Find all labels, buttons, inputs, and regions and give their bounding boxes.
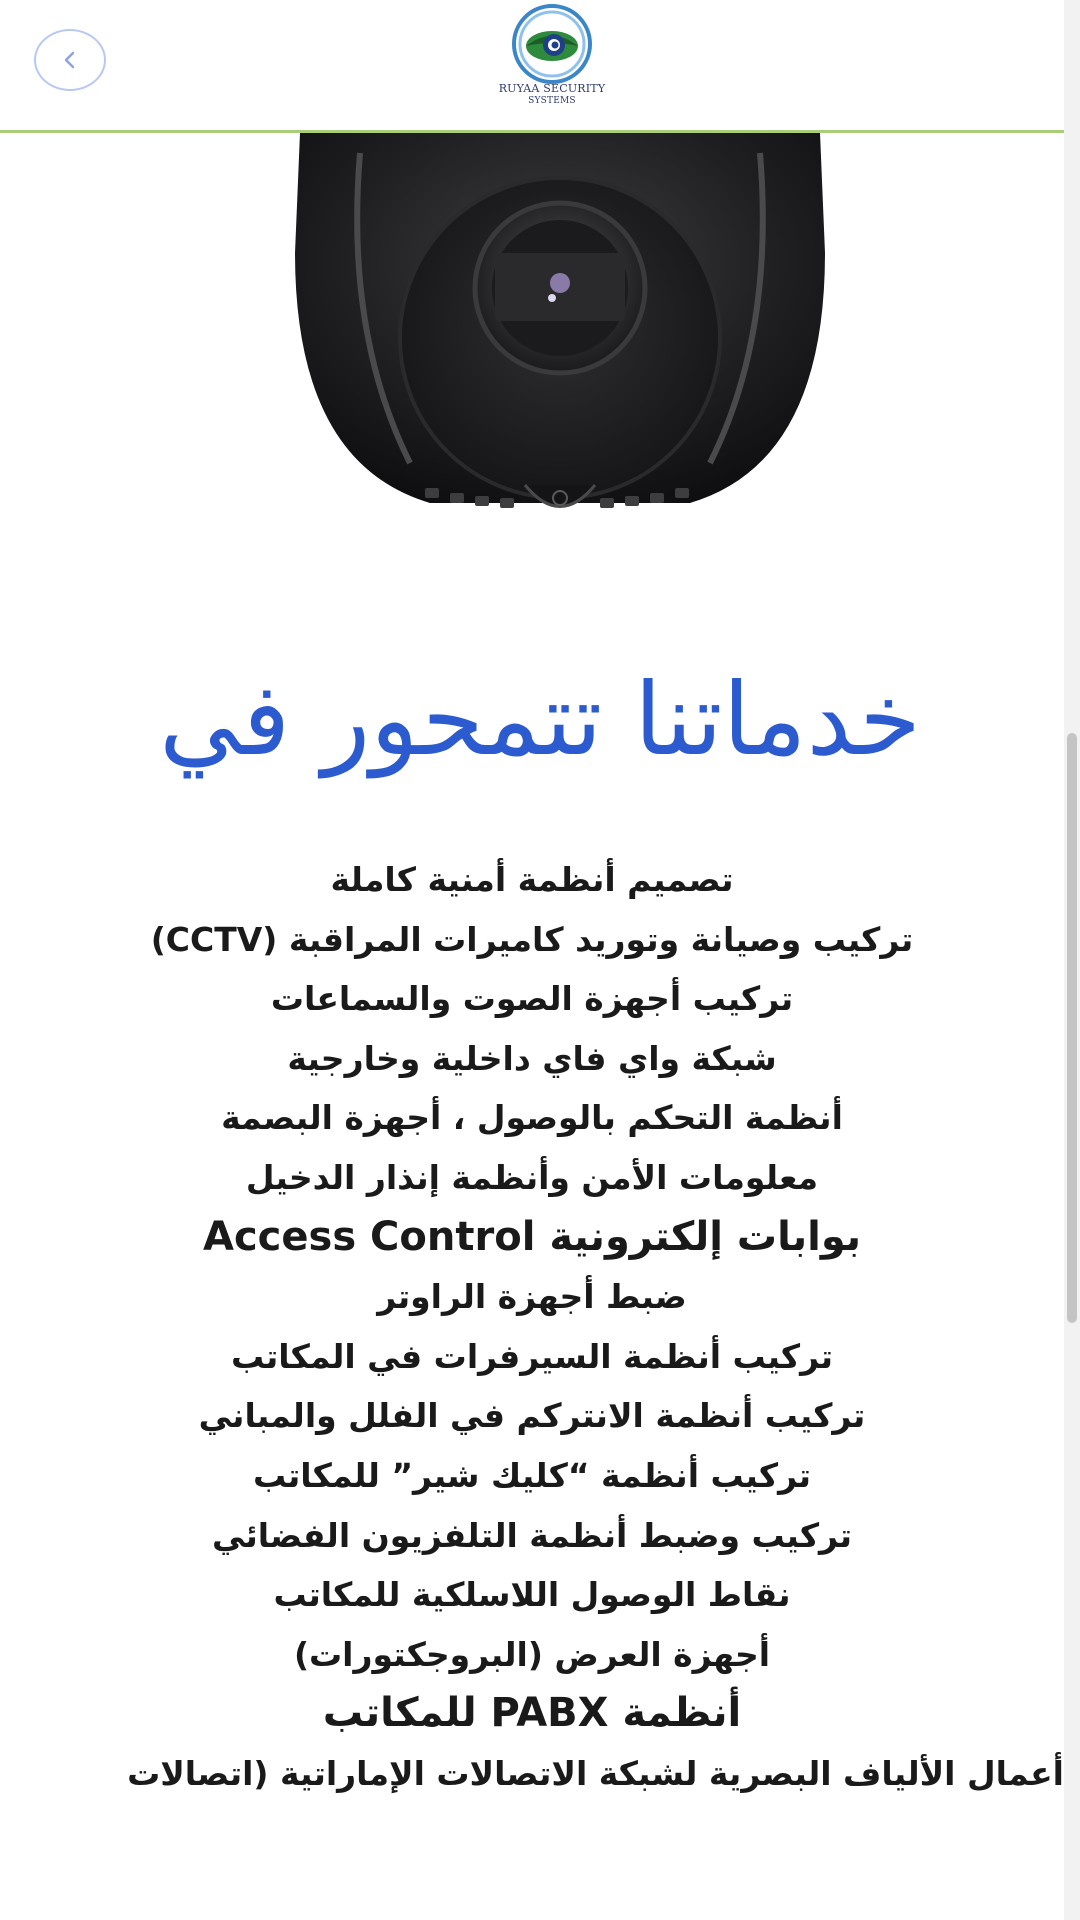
list-item: تركيب وضبط أنظمة التلفزيون الفضائي <box>212 1515 852 1555</box>
list-item: تركيب وصيانة وتوريد كاميرات المراقبة (CCTV) <box>150 919 914 959</box>
eye-logo-icon <box>480 4 624 84</box>
list-item: تصميم أنظمة أمنية كاملة <box>330 860 734 899</box>
list-item: تركيب أنظمة السيرفرات في المكاتب <box>230 1336 834 1376</box>
list-item: تركيب أنظمة “كليك شير” للمكاتب <box>252 1455 812 1495</box>
scrollbar-track[interactable] <box>1064 0 1080 1920</box>
list-item: تركيب أنظمة الانتركم في الفلل والمباني <box>198 1396 866 1436</box>
logo-subtitle: SYSTEMS <box>528 96 576 106</box>
list-item: بوابات إلكترونية Access Control <box>203 1213 861 1260</box>
chevron-left-icon <box>60 48 80 72</box>
page-heading: خدماتنا تتمحور في <box>159 661 921 778</box>
list-item: نقاط الوصول اللاسلكية للمكاتب <box>273 1575 791 1615</box>
list-item: أنظمة التحكم بالوصول ، أجهزة البصمة <box>221 1098 843 1138</box>
list-item: ضبط أجهزة الراوتر <box>377 1277 687 1317</box>
scrollbar-thumb[interactable] <box>1067 733 1077 1323</box>
logo-text <box>480 82 624 108</box>
list-item: شبكة واي فاي داخلية وخارجية <box>287 1038 777 1078</box>
list-item: تركيب أجهزة الصوت والسماعات <box>270 979 794 1019</box>
list-item: أجهزة العرض (البروجكتورات) <box>293 1634 771 1674</box>
services-list <box>0 850 1064 1804</box>
list-item: أنظمة PABX للمكاتب <box>322 1690 742 1737</box>
list-item: أعمال الألياف البصرية لشبكة الاتصالات الإماراتية (اتصالات <box>127 1753 1064 1793</box>
back-button[interactable] <box>34 29 106 91</box>
logo[interactable] <box>480 4 624 114</box>
list-item: معلومات الأمن وأنظمة إنذار الدخيل <box>245 1157 819 1197</box>
logo-title: RUYAA SECURITY <box>498 82 606 95</box>
header <box>0 0 1064 133</box>
camera-illustration <box>290 133 830 543</box>
